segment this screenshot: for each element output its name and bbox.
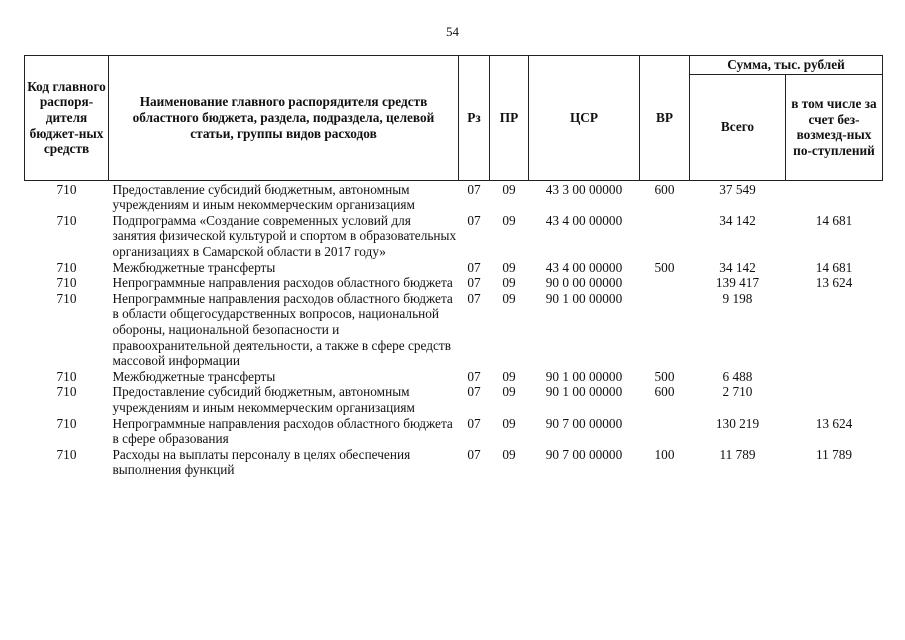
table-row: [25, 384, 883, 415]
cell-name: Непрограммные направления расходов областного бюджета: [112, 275, 453, 291]
cell-vr: 100: [654, 446, 675, 462]
cell-total: 2 710: [722, 384, 753, 400]
cell-incl: [786, 291, 883, 369]
header-sum: Сумма, тыс. рублей: [690, 56, 883, 75]
cell-incl: 13 624: [815, 415, 853, 431]
cell-pr: 09: [502, 275, 516, 291]
cell-csr: 90 7 00 00000: [545, 415, 623, 431]
cell-total: 9 198: [722, 290, 753, 306]
cell-name: Межбюджетные трансферты: [112, 259, 276, 275]
table-row: [25, 369, 883, 385]
cell-rz: 07: [467, 368, 481, 384]
cell-csr: 43 4 00 00000: [545, 212, 623, 228]
cell-rz: 07: [467, 384, 481, 400]
cell-csr: 43 4 00 00000: [545, 259, 623, 275]
table-row: [25, 416, 883, 447]
header-incl: в том числе за счет без-возмезд-ных по-ступлений: [786, 74, 883, 180]
cell-pr: 09: [502, 415, 516, 431]
table-row: [25, 291, 883, 369]
cell-code: 710: [56, 290, 77, 306]
cell-incl: 14 681: [815, 259, 853, 275]
header-total: Всего: [690, 74, 786, 180]
table-body: [25, 180, 883, 478]
cell-total: 6 488: [722, 368, 753, 384]
cell-incl: 14 681: [815, 212, 853, 228]
cell-code: 710: [56, 368, 77, 384]
page-number: 54: [446, 24, 459, 39]
cell-rz: 07: [467, 212, 481, 228]
cell-rz: 07: [467, 259, 481, 275]
cell-pr: 09: [502, 384, 516, 400]
cell-rz: 07: [467, 181, 481, 197]
cell-rz: 07: [467, 275, 481, 291]
table-row: [25, 447, 883, 478]
cell-name: Подпрограмма «Создание современных условий для занятия физической культурой и спортом в образовательных организациях в Самарской области в 2017 году»: [112, 212, 457, 259]
cell-rz: 07: [467, 415, 481, 431]
cell-total: 139 417: [715, 275, 760, 291]
budget-table: [24, 55, 883, 478]
table-header: [25, 56, 883, 181]
cell-rz: 07: [467, 446, 481, 462]
header-vr: ВР: [640, 56, 690, 181]
cell-vr: [640, 213, 690, 260]
cell-incl: 13 624: [815, 275, 853, 291]
cell-name: Расходы на выплаты персоналу в целях обеспечения выполнения функций: [112, 446, 411, 478]
header-name: Наименование главного распорядителя средств областного бюджета, раздела, подраздела, целевой статьи, группы видов расходов: [109, 56, 459, 181]
cell-csr: 90 1 00 00000: [545, 384, 623, 400]
cell-total: 34 142: [719, 212, 756, 228]
cell-csr: 90 7 00 00000: [545, 446, 623, 462]
table-row: [25, 213, 883, 260]
cell-code: 710: [56, 446, 77, 462]
table-row: [25, 180, 883, 213]
cell-csr: 90 1 00 00000: [545, 290, 623, 306]
header-pr: ПР: [490, 56, 529, 181]
table-row: [25, 275, 883, 291]
header-csr: ЦСР: [529, 56, 640, 181]
header-rz: Рз: [459, 56, 490, 181]
cell-pr: 09: [502, 290, 516, 306]
header-code: Код главного распоря-дителя бюджет-ных средств: [25, 56, 109, 181]
cell-total: 130 219: [715, 415, 760, 431]
cell-pr: 09: [502, 181, 516, 197]
cell-code: 710: [56, 275, 77, 291]
cell-vr: [640, 275, 690, 291]
cell-vr: [640, 291, 690, 369]
cell-name: Межбюджетные трансферты: [112, 368, 276, 384]
table-row: [25, 260, 883, 276]
cell-vr: 600: [654, 384, 675, 400]
cell-name: Непрограммные направления расходов областного бюджета в сфере образования: [112, 415, 453, 447]
cell-csr: 90 1 00 00000: [545, 368, 623, 384]
cell-csr: 90 0 00 00000: [545, 275, 623, 291]
cell-incl: [786, 369, 883, 385]
cell-pr: 09: [502, 368, 516, 384]
cell-total: 34 142: [719, 259, 756, 275]
cell-code: 710: [56, 259, 77, 275]
cell-rz: 07: [467, 290, 481, 306]
cell-pr: 09: [502, 212, 516, 228]
cell-incl: [786, 384, 883, 415]
cell-vr: 500: [654, 259, 675, 275]
cell-total: 11 789: [719, 446, 756, 462]
cell-name: Предоставление субсидий бюджетным, автономным учреждениям и иным некоммерческим организациям: [112, 384, 415, 415]
cell-incl: [786, 180, 883, 213]
cell-total: 37 549: [719, 181, 756, 197]
cell-code: 710: [56, 384, 77, 400]
cell-name: Предоставление субсидий бюджетным, автономным учреждениям и иным некоммерческим организациям: [112, 181, 415, 213]
cell-vr: 500: [654, 368, 675, 384]
cell-code: 710: [56, 212, 77, 228]
cell-incl: 11 789: [815, 446, 853, 462]
cell-csr: 43 3 00 00000: [545, 181, 623, 197]
cell-vr: [640, 416, 690, 447]
cell-code: 710: [56, 415, 77, 431]
cell-name: Непрограммные направления расходов областного бюджета в области общегосударственных вопросов, национальной обороны, национальной безопасности и правоохранительной деятельности, а также в сфере средств массовой информации: [112, 290, 453, 369]
cell-pr: 09: [502, 446, 516, 462]
cell-code: 710: [56, 181, 77, 197]
cell-vr: 600: [654, 181, 675, 197]
cell-pr: 09: [502, 259, 516, 275]
